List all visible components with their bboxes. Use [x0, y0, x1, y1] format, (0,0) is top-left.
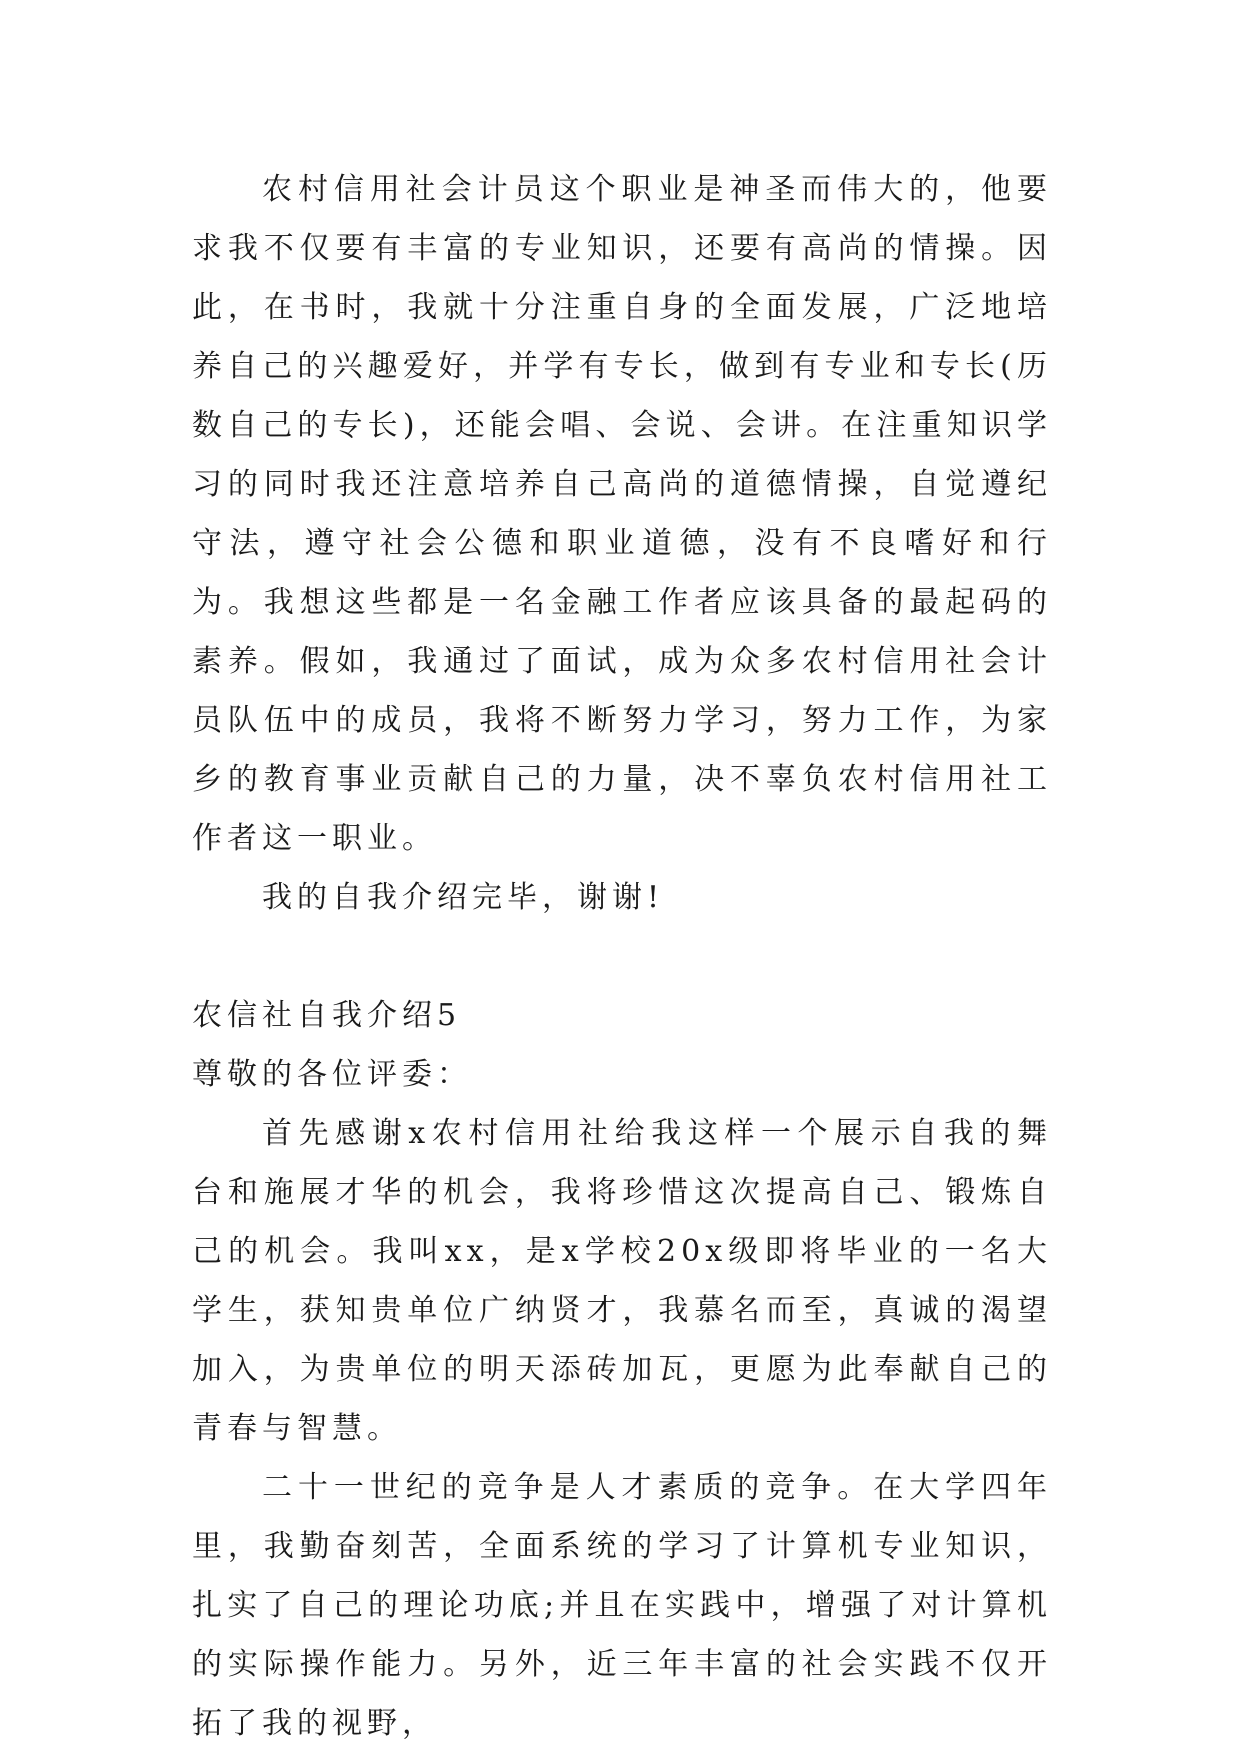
body-paragraph: 农村信用社会计员这个职业是神圣而伟大的，他要求我不仅要有丰富的专业知识，还要有高尚的情操。因此，在书时，我就十分注重自身的全面发展，广泛地培养自己的兴趣爱好，并学有专长，做到有专业和专长(历数自己的专长)，还能会唱、会说、会讲。在注重知识学习的同时我还注意培养自己高尚的道德情操，自觉遵纪守法，遵守社会公德和职业道德，没有不良嗜好和行为。我想这些都是一名金融工作者应该具备的最起码的素养。假如，我通过了面试，成为众多农村信用社会计员队伍中的成员，我将不断努力学习，努力工作，为家乡的教育事业贡献自己的力量，决不辜负农村信用社工作者这一职业。 [192, 172, 1052, 856]
salutation: 尊敬的各位评委： [192, 1057, 472, 1092]
body-paragraph: 二十一世纪的竞争是人才素质的竞争。在大学四年里，我勤奋刻苦，全面系统的学习了计算机专业知识，扎实了自己的理论功底;并且在实践中，增强了对计算机的实际操作能力。另外，近三年丰富的社会实践不仅开拓了我的视野， [192, 1470, 1052, 1741]
body-paragraph: 首先感谢x农村信用社给我这样一个展示自我的舞台和施展才华的机会，我将珍惜这次提高自己、锻炼自己的机会。我叫xx，是x学校20x级即将毕业的一名大学生，获知贵单位广纳贤才，我慕名而至，真诚的渴望加入，为贵单位的明天添砖加瓦，更愿为此奉献自己的青春与智慧。 [192, 1116, 1052, 1446]
document-body [192, 160, 1052, 1753]
section-title: 农信社自我介绍5 [192, 998, 462, 1033]
closing-paragraph: 我的自我介绍完毕，谢谢! [262, 880, 665, 915]
